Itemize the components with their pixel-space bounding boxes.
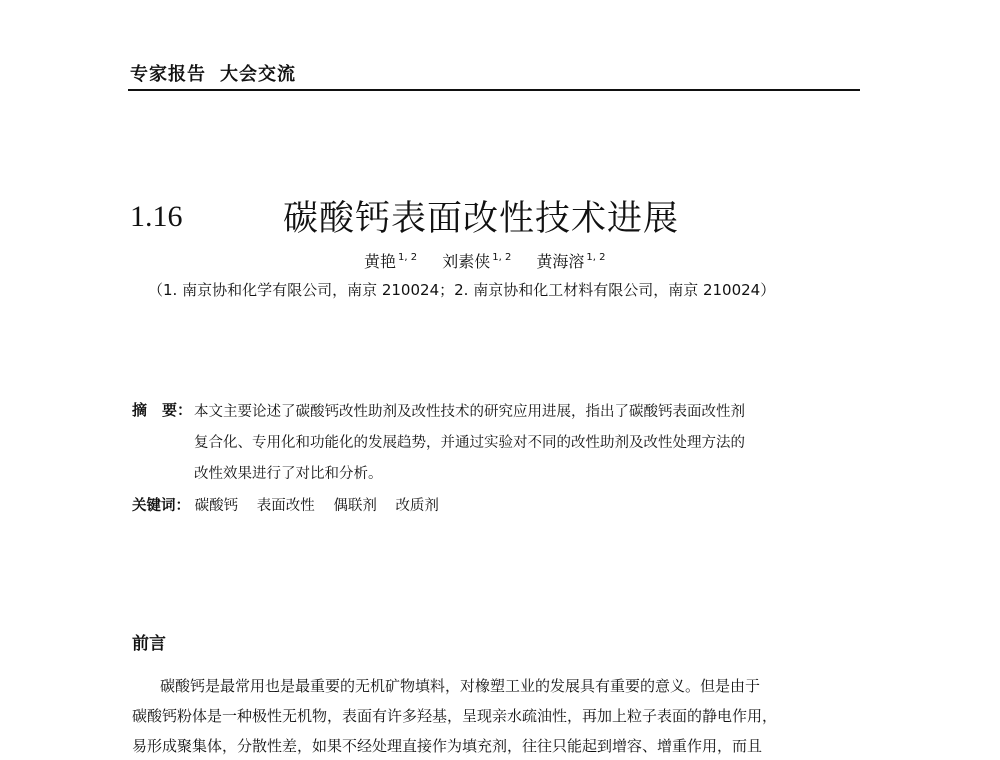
keyword: 表面改性 [256, 498, 315, 514]
paragraph-line: 碳酸钙粉体是一种极性无机物，表面有许多羟基，呈现亲水疏油性，再加上粒子表面的静电作用， [132, 707, 778, 725]
paper-number: 1.16 [130, 200, 183, 233]
abstract-line: 改性效果进行了对比和分析。 [194, 466, 383, 482]
keyword: 偶联剂 [333, 498, 377, 514]
section-heading-preface: 前言 [132, 634, 166, 654]
paragraph-line: 碳酸钙是最常用也是最重要的无机矿物填料，对橡塑工业的发展具有重要的意义。但是由于 [160, 677, 761, 695]
author: 黄艳 $^{1, 2}$ [364, 252, 418, 271]
keyword: 碳酸钙 [194, 498, 239, 514]
author-list [364, 249, 626, 272]
author: 黄海溶 $^{1, 2}$ [536, 252, 606, 271]
header-subsection: 大会交流 [220, 64, 296, 85]
paragraph-line: 易形成聚集体，分散性差，如果不经处理直接作为填充剂，往往只能起到增容、增重作用，而且 [132, 737, 763, 755]
keywords-label: 关键词： [132, 498, 190, 514]
keyword: 改质剂 [395, 498, 439, 514]
abstract-label: 摘 要： [132, 401, 193, 419]
running-header [130, 60, 296, 86]
affiliations: （1. 南京协和化学有限公司，南京 210024；2. 南京协和化工材料有限公司，南京 210024） [148, 281, 776, 299]
abstract-line: 复合化、专用化和功能化的发展趋势，并通过实验对不同的改性助剂及改性处理方法的 [194, 435, 745, 451]
header-rule [128, 89, 860, 91]
abstract-line: 本文主要论述了碳酸钙改性助剂及改性技术的研究应用进展，指出了碳酸钙表面改性剂 [194, 404, 745, 420]
header-section: 专家报告 [130, 64, 206, 85]
paper-title: 碳酸钙表面改性技术进展 [283, 199, 680, 239]
keywords [132, 494, 453, 515]
author: 刘素侠 $^{1, 2}$ [442, 252, 512, 271]
